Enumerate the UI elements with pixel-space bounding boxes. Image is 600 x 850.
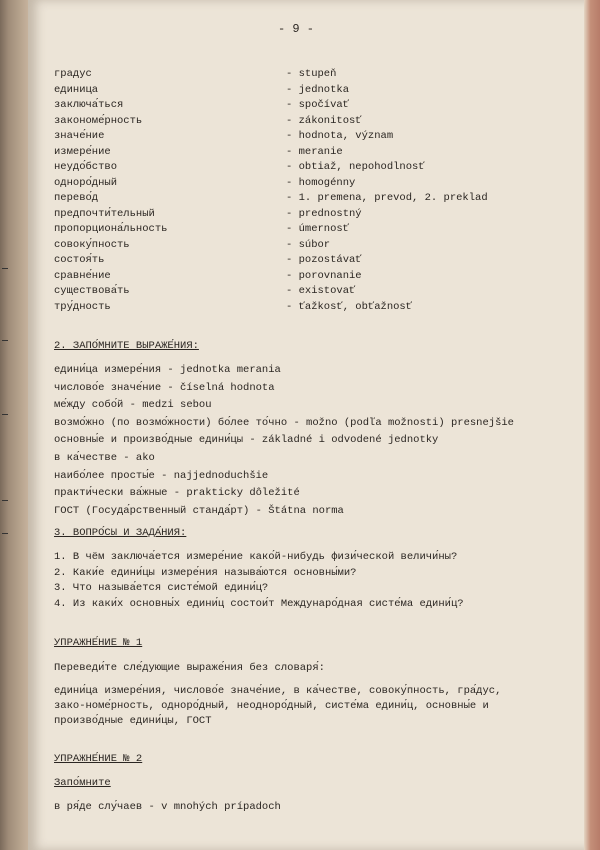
exercise2-subtitle: Запо́мните (54, 777, 111, 789)
margin-mark (2, 340, 8, 341)
vocab-slovak: - prednostný (286, 207, 362, 220)
vocab-row (54, 68, 534, 84)
vocab-row (54, 84, 534, 100)
vocab-russian: состоя́ть (54, 254, 105, 266)
vocab-slovak: - jednotka (286, 83, 350, 96)
vocab-slovak: - zákonitosť (286, 114, 362, 127)
expression-line: наибо́лее просты́е - najjednoduchšie (54, 469, 269, 482)
vocab-slovak: - stupeň (286, 68, 337, 80)
vocab-slovak: - ťažkosť, obťažnosť (286, 300, 413, 313)
vocab-russian: заключа́ться (54, 99, 124, 111)
expression-line: ГОСТ (Госуда́рственный станда́рт) - Štátna norma (54, 504, 344, 517)
vocab-slovak: - meranie (286, 145, 343, 158)
vocab-slovak: - porovnanie (286, 269, 362, 282)
vocab-row (54, 177, 534, 193)
expression-line: возмо́жно (по возмо́жности) бо́лее то́чно - možno (podľa možnosti) presnejšie (54, 416, 514, 429)
exercise1-text: едини́ца измере́ния, числово́е значе́ние, в ка́честве, совоку́пность, гра́дус, зако-номе́рность, одноро́дный, неодноро́дный, систе́ма едини́ц, основны́е и произво́дные едини́цы, ГОСТ (54, 685, 502, 727)
exercise1-title: УПРАЖНЕ́НИЕ № 1 (54, 637, 143, 649)
vocab-slovak: - pozostávať (286, 254, 362, 266)
vocab-russian: одноро́дный (54, 176, 118, 189)
vocab-slovak: - 1. premena, prevod, 2. preklad (286, 192, 488, 204)
expression-line: в ка́честве - ako (54, 451, 155, 464)
vocab-russian: перево́д (54, 192, 99, 204)
exercise2-line: в ря́де слу́чаев - v mnohých prípadoch (54, 801, 281, 813)
vocab-russian: измере́ние (54, 145, 111, 158)
vocab-slovak: - úmernosť (286, 223, 350, 235)
page-edge (584, 0, 600, 850)
vocab-row (54, 208, 534, 224)
vocab-slovak: - spočívať (286, 99, 350, 111)
margin-mark (2, 414, 8, 415)
question-line: 2. Каки́е едини́цы измере́ния называ́ются основны́ми? (54, 566, 357, 579)
vocab-row (54, 146, 534, 162)
vocab-slovak: - existovať (286, 285, 356, 297)
vocab-row (54, 115, 534, 131)
vocabulary-list (54, 68, 534, 316)
vocab-row (54, 239, 534, 255)
vocab-russian: значе́ние (54, 130, 105, 142)
vocab-row (54, 99, 534, 115)
vocab-row (54, 301, 534, 317)
expression-line: едини́ца измере́ния - jednotka merania (54, 364, 281, 376)
expression-line: основны́е и произво́дные едини́цы - základné i odvodené jednotky (54, 434, 439, 447)
question-line: 1. В чём заключа́ется измере́ние како́й-нибудь физи́ческой величи́ны? (54, 551, 458, 563)
expression-line: ме́жду собо́й - medzi sebou (54, 399, 212, 412)
vocab-slovak: - obtiaž, nepohodlnosť (286, 161, 425, 173)
vocab-row (54, 223, 534, 239)
margin-mark (2, 268, 8, 269)
vocab-russian: градус (54, 68, 92, 80)
vocab-russian: существова́ть (54, 285, 130, 297)
vocab-row (54, 270, 534, 286)
expression-line: практи́чески ва́жные - prakticky dôležité (54, 487, 300, 500)
section2-title: 2. ЗАПО́МНИТЕ ВЫРАЖЕ́НИЯ: (54, 340, 199, 352)
vocab-russian: сравне́ние (54, 269, 111, 282)
book-binding (0, 0, 28, 850)
vocab-row (54, 285, 534, 301)
vocab-slovak: - súbor (286, 238, 331, 251)
vocab-russian: предпочти́тельный (54, 207, 155, 220)
expression-line: числово́е значе́ние - číselná hodnota (54, 381, 275, 394)
vocab-row (54, 130, 534, 146)
vocab-row (54, 254, 534, 270)
section3-title: 3. ВОПРО́СЫ И ЗАДА́НИЯ: (54, 527, 187, 539)
exercise2-title: УПРАЖНЕ́НИЕ № 2 (54, 753, 143, 765)
page-number: - 9 - (278, 22, 315, 36)
vocab-row (54, 161, 534, 177)
vocab-russian: единица (54, 83, 99, 96)
question-line: 3. Что называ́ется систе́мой едини́ц? (54, 582, 269, 594)
vocab-slovak: - hodnota, význam (286, 130, 394, 142)
vocab-russian: тру́дность (54, 300, 111, 313)
vocab-russian: пропорциона́льность (54, 223, 168, 235)
margin-mark (2, 533, 8, 534)
vocab-russian: закономе́рность (54, 114, 143, 127)
expressions-list (54, 364, 534, 522)
question-line: 4. Из каки́х основны́х едини́ц состои́т Междунаро́дная систе́ма едини́ц? (54, 597, 464, 610)
exercise1-instruction: Переведи́те сле́дующие выраже́ния без словаря́: (54, 662, 325, 674)
questions-list (54, 551, 534, 613)
margin-mark (2, 500, 8, 501)
vocab-russian: совоку́пность (54, 238, 130, 251)
vocab-russian: неудо́бство (54, 161, 118, 173)
vocab-row (54, 192, 534, 208)
vocab-slovak: - homogénny (286, 176, 356, 189)
